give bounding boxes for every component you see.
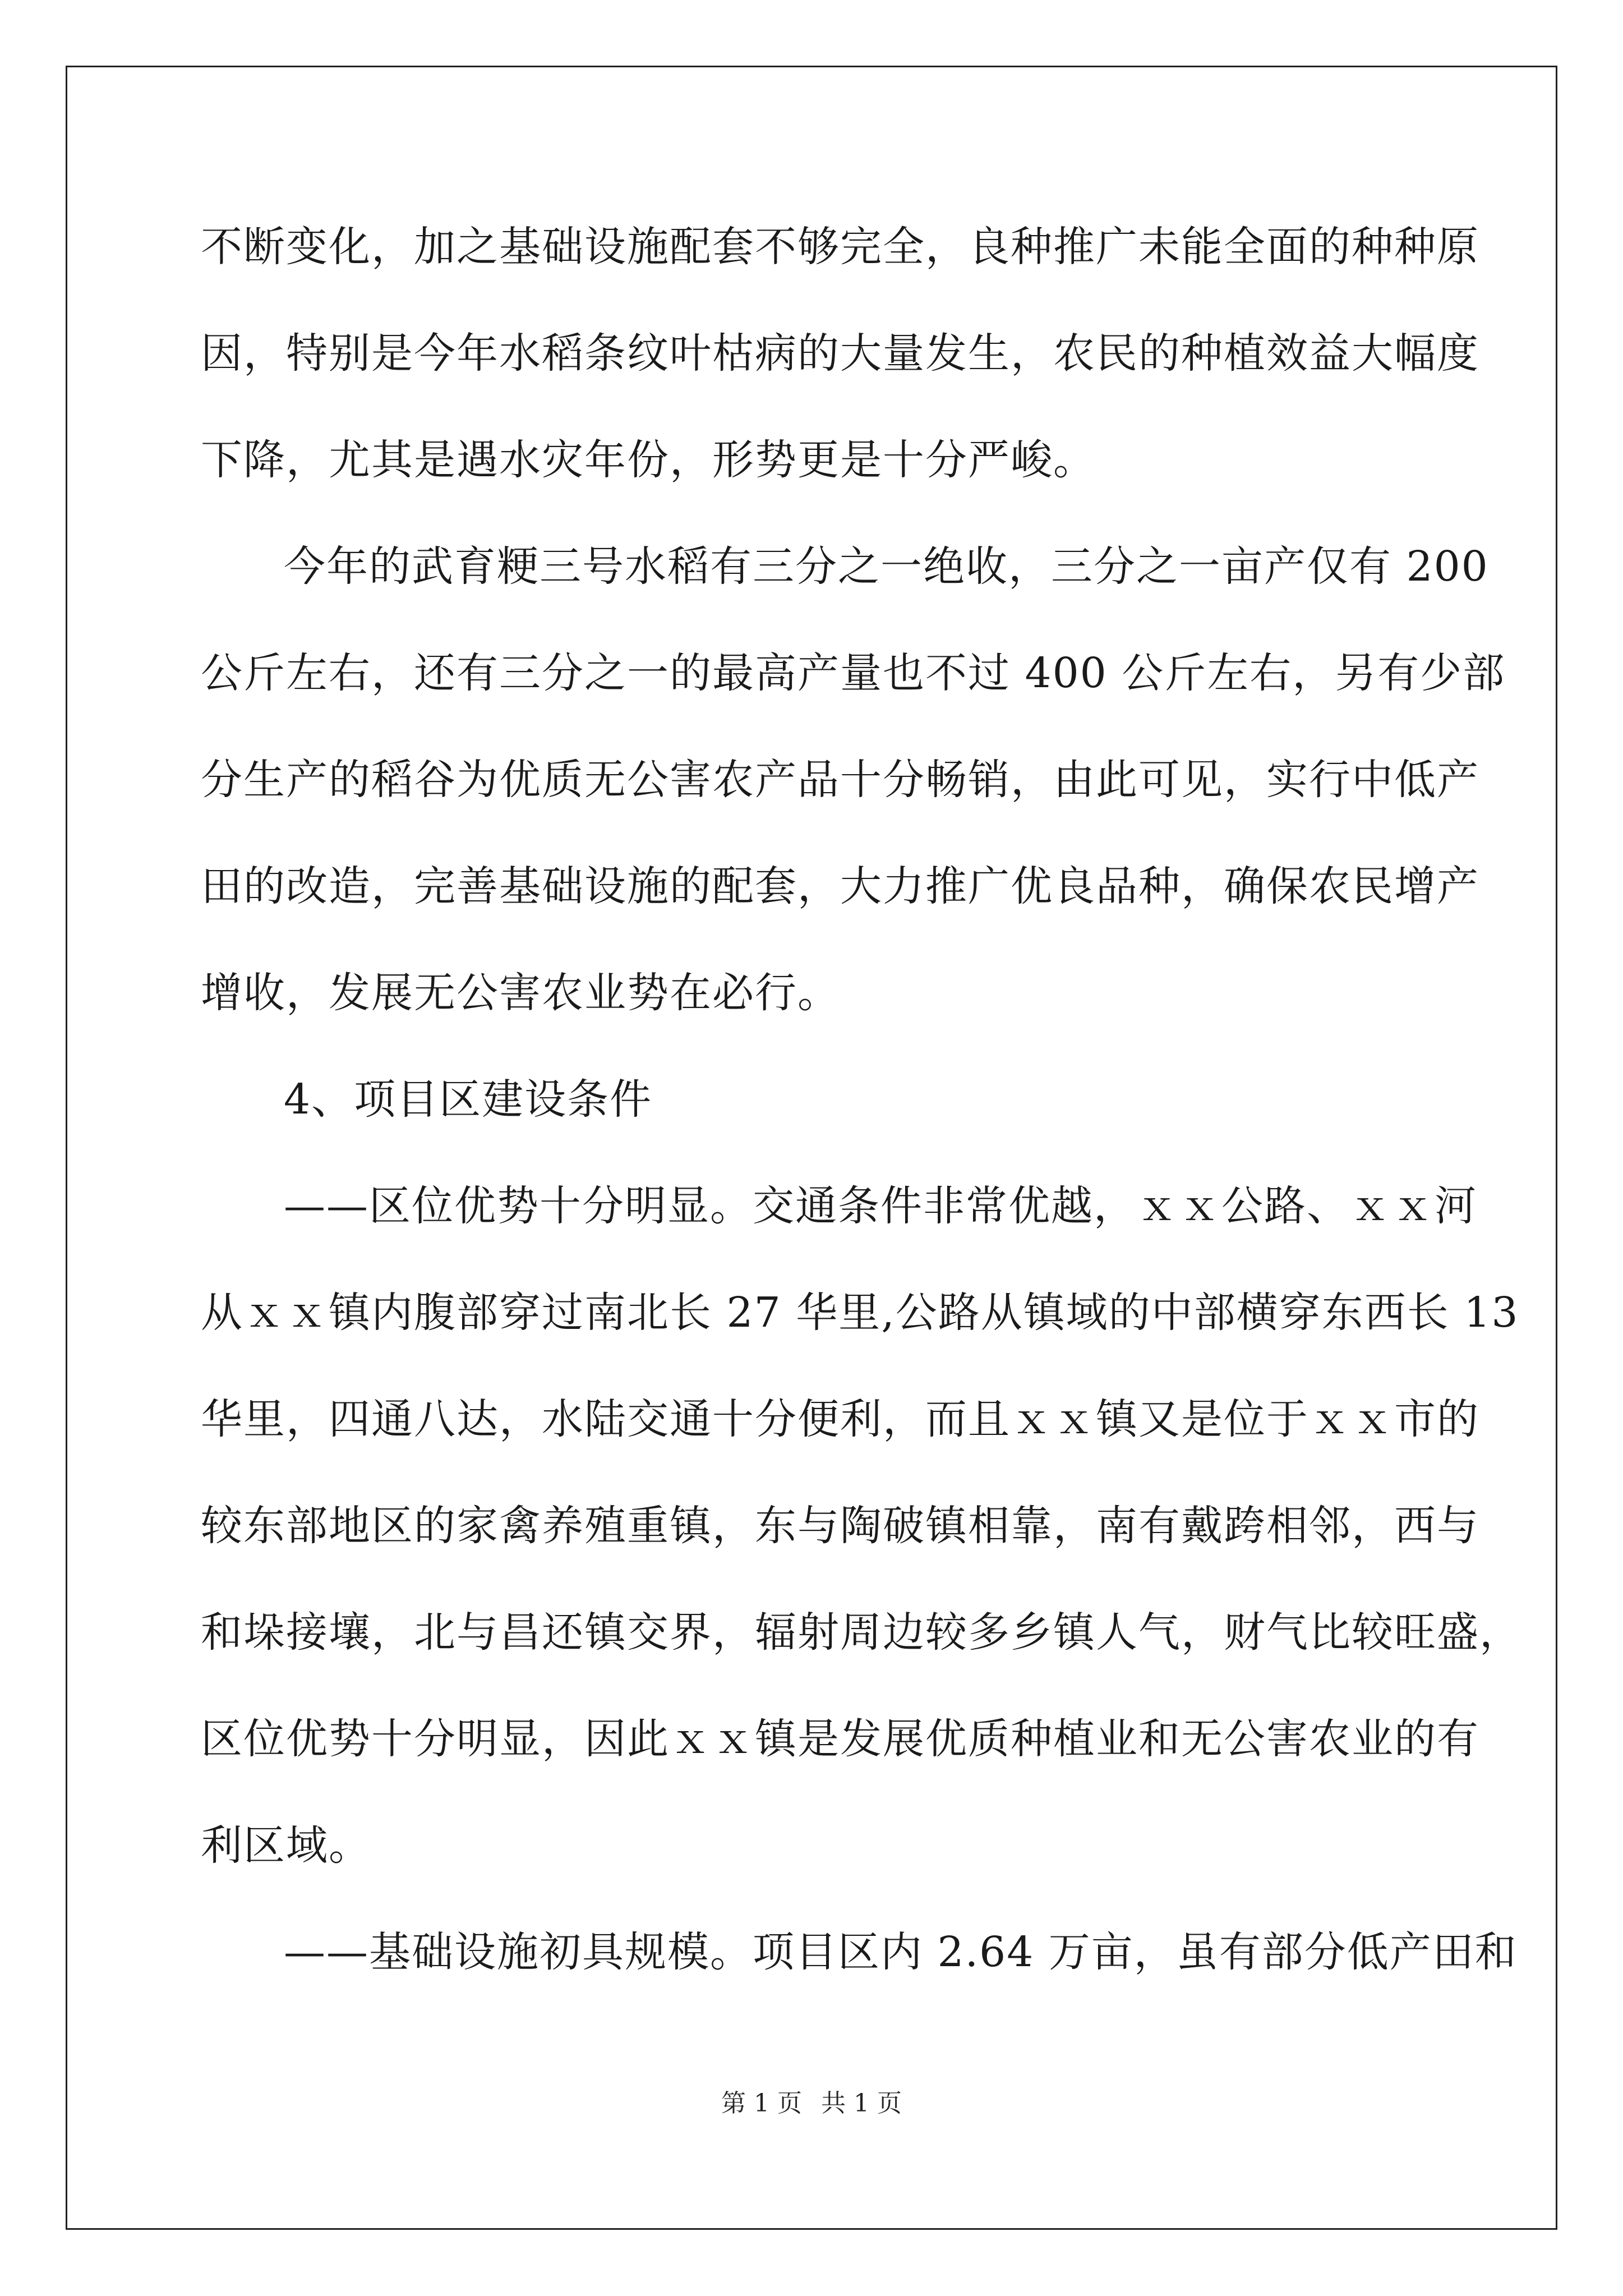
paragraph-line: 公斤左右，还有三分之一的最高产量也不过 400 公斤左右，另有少部	[201, 649, 1506, 697]
paragraph-line: 不断变化，加之基础设施配套不够完全，良种推广未能全面的种种原	[201, 223, 1479, 271]
page-footer	[0, 2087, 1623, 2120]
paragraph-line: 下降，尤其是遇水灾年份，形势更是十分严峻。	[201, 436, 1096, 484]
page-total: 共 1 页	[821, 2089, 902, 2118]
paragraph-line: 区位优势十分明显，因此ｘｘ镇是发展优质种植业和无公害农业的有	[201, 1715, 1479, 1763]
paragraph-line: 分生产的稻谷为优质无公害农产品十分畅销，由此可见，实行中低产	[201, 756, 1479, 804]
paragraph-line: 田的改造，完善基础设施的配套，大力推广优良品种，确保农民增产	[201, 862, 1479, 910]
paragraph-line: 增收，发展无公害农业势在必行。	[201, 969, 840, 1017]
paragraph-line: 从ｘｘ镇内腹部穿过南北长 27 华里,公路从镇域的中部横穿东西长 13	[201, 1289, 1519, 1337]
paragraph-line: 和垛接壤，北与昌还镇交界，辐射周边较多乡镇人气，财气比较旺盛，	[201, 1608, 1522, 1657]
paragraph-line: ——基础设施初具规模。项目区内 2.64 万亩，虽有部分低产田和	[284, 1928, 1518, 1976]
section-heading: 4、项目区建设条件	[284, 1075, 653, 1124]
paragraph-line: 较东部地区的家禽养殖重镇，东与陶破镇相靠，南有戴跨相邻，西与	[201, 1502, 1479, 1550]
paragraph-line: 今年的武育粳三号水稻有三分之一绝收，三分之一亩产仅有 200	[284, 542, 1489, 591]
document-body	[201, 216, 1522, 2028]
paragraph-line: 因，特别是今年水稻条纹叶枯病的大量发生，农民的种植效益大幅度	[201, 329, 1479, 378]
paragraph-line: ——区位优势十分明显。交通条件非常优越，ｘｘ公路、ｘｘ河	[284, 1182, 1477, 1230]
page-number: 第 1 页	[721, 2089, 802, 2118]
paragraph-line: 利区域。	[201, 1821, 371, 1870]
paragraph-line: 华里，四通八达，水陆交通十分便利，而且ｘｘ镇又是位于ｘｘ市的	[201, 1395, 1479, 1443]
